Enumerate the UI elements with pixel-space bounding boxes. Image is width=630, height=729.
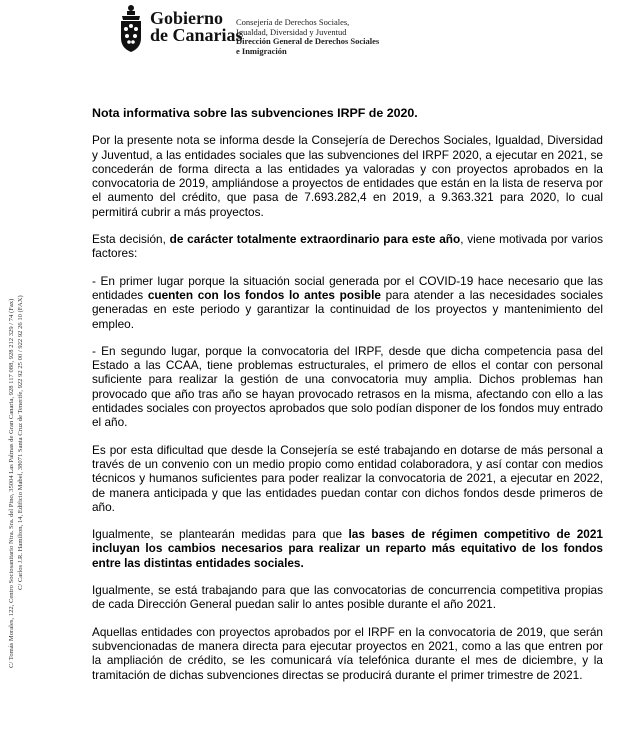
p3-part-a: - En primer lugar porque la situación social generada por el COVID-19 hace necesario que las entidades bbox=[92, 273, 603, 302]
address-line-2: C/ Carlos J.R. Hamilton, 14, Edificio Mabel, 38071 Santa Cruz de Tenerife, 922 92 25 00 / 922 92 26 10 (FAX) bbox=[17, 295, 24, 590]
coat-of-arms-icon bbox=[118, 4, 144, 54]
dept-line-4: e Inmigración bbox=[236, 45, 287, 56]
logo-line-2: de Canarias bbox=[150, 25, 243, 45]
letterhead bbox=[0, 0, 630, 80]
paragraph-5: Es por esta dificultad que desde la Consejería se esté trabajando en dotarse de más personal a través de un convenio con un medio propio como entidad colaboradora, y así contar con medios técnicos y humanos suficientes para poder realizar la convocatoria de 2021, a ejecutar en 2022, de manera anticipada y que las entidades puedan contar con dichos fondos desde primeros de año. bbox=[92, 442, 603, 514]
paragraph-6 bbox=[92, 527, 603, 570]
paragraph-3 bbox=[92, 274, 603, 331]
p2-part-c: , viene motivada por varios factores: bbox=[92, 232, 603, 261]
p3-part-c: para atender a las necesidades sociales generadas en este periodo y garantizar la continuidad de los proyectos y mantenimiento del empleo. bbox=[92, 287, 603, 331]
logo-line-1: Gobierno bbox=[150, 8, 224, 28]
address-sidebar bbox=[0, 220, 44, 670]
paragraph-1: Por la presente nota se informa desde la Consejería de Derechos Sociales, Igualdad, Diversidad y Juventud, a las entidades sociales que las subvenciones del IRPF 2020, a ejecutar en 2021, se concederán de forma directa a las entidades ya valoradas y con proyectos aprobados en la convocatoria de 2019, ampliándose a proyectos de entidades que están en la lista de reserva por el aumento del crédito, que pasa de 7.693.282,4 en 2019, a 9.363.321 para 2020, lo cual permitirá cubrir a más proyectos. bbox=[92, 133, 603, 219]
dept-line-1: Consejería de Derechos Sociales, bbox=[236, 17, 350, 27]
government-logo-text bbox=[150, 10, 243, 44]
dept-line-2: Igualdad, Diversidad y Juventud bbox=[236, 26, 347, 37]
document-title: Nota informativa sobre las subvenciones IRPF de 2020. bbox=[92, 106, 418, 120]
p2-part-a: Esta decisión, bbox=[92, 232, 166, 247]
department-block bbox=[236, 18, 379, 56]
paragraph-4: - En segundo lugar, porque la convocatoria del IRPF, desde que dicha competencia pasa del Estado a las CCAA, tiene problemas estructurales, el primero de ellos el contar con personal suficiente para realizar la gestión de una convocatoria muy amplia. Dichos problemas han provocado que año tras año se hayan provocado retrasos en la misma, afectando con ello a las entidades sociales con proyectos aprobados que solo podían disponer de los fondos muy entrado el año. bbox=[92, 343, 603, 430]
paragraph-7: Igualmente, se está trabajando para que las convocatorias de concurrencia competitiva propias de cada Dirección General puedan salir lo antes posible durante el año 2021. bbox=[92, 583, 603, 612]
p2-bold: de carácter totalmente extraordinario para este año bbox=[169, 232, 461, 247]
dept-line-3: Dirección General de Derechos Sociales bbox=[236, 36, 380, 46]
address-line-1: C/ Tomás Morales, 122, Centro Sociosanitario Ntra. Sra. del Pino, 35004 Las Palmas de Gran Canaria, 928 117 088, 928 212 329 / 74 (Fax) bbox=[8, 298, 15, 668]
p6-bold: las bases de régimen competitivo de 2021 incluyan los cambios necesarios para realizar un reparto más equitativo de los fondos entre las distintas entidades sociales. bbox=[92, 527, 603, 570]
p6-part-a: Igualmente, se plantearán medidas para que bbox=[92, 527, 343, 542]
document-body bbox=[92, 106, 603, 695]
p3-bold: cuenten con los fondos lo antes posible bbox=[147, 287, 381, 302]
paragraph-8: Aquellas entidades con proyectos aprobados por el IRPF en la convocatoria de 2019, que serán subvencionadas de manera directa para ejecutar proyectos en 2021, como a las que entren por la ampliación de crédito, se les comunicará vía telefónica durante el mes de diciembre, y la tramitación de dichas subvenciones directas se producirá durante el primer trimestre de 2021. bbox=[92, 624, 603, 682]
paragraph-2 bbox=[92, 232, 603, 261]
